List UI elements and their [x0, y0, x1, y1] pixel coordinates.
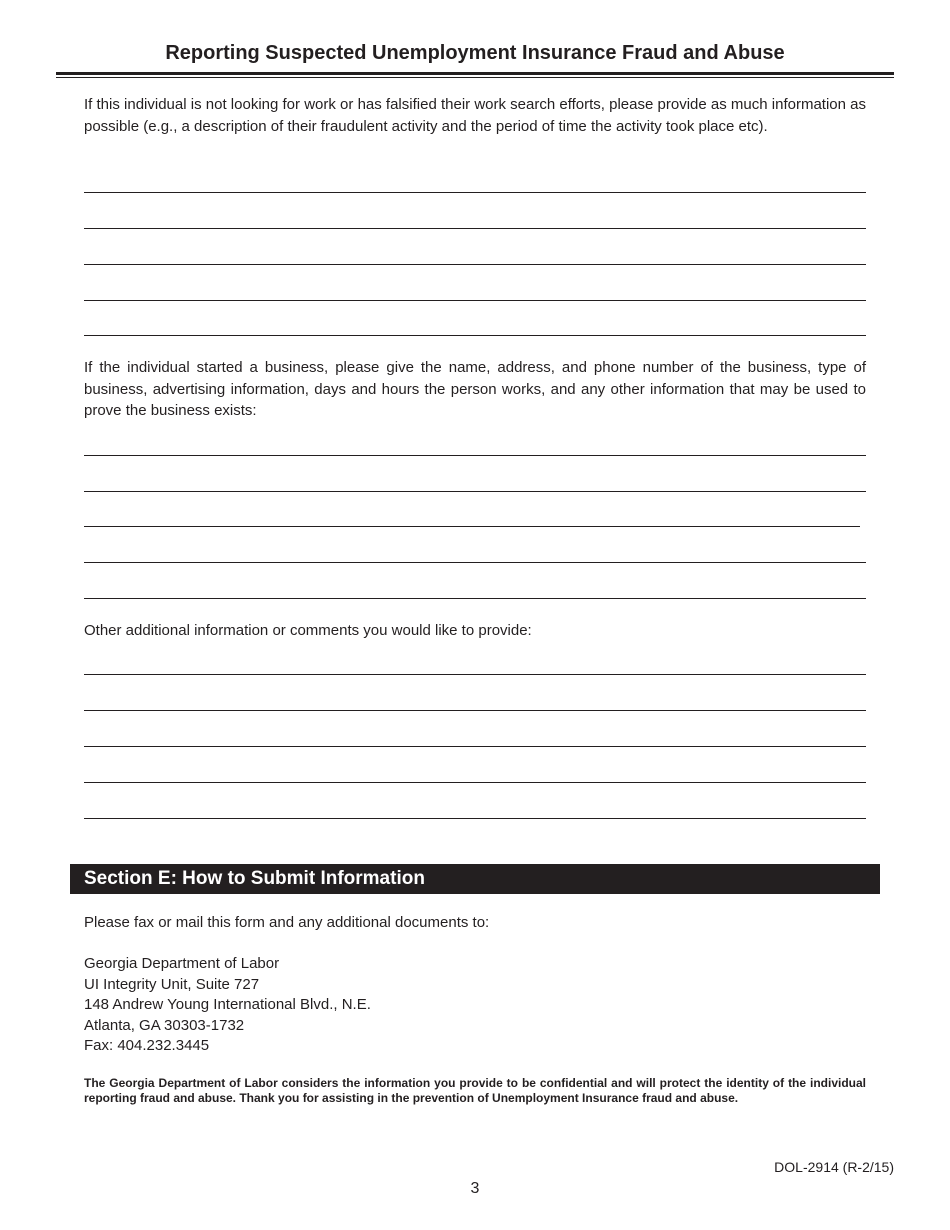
submit-instruction: Please fax or mail this form and any additional documents to:	[84, 914, 490, 931]
business-answer-line-2[interactable]	[84, 491, 866, 492]
additional-answer-line-2[interactable]	[84, 710, 866, 711]
section-e-header	[70, 864, 880, 894]
additional-answer-line-4[interactable]	[84, 782, 866, 783]
header-rule-thin	[56, 77, 894, 78]
work-search-answer-line-2[interactable]	[84, 228, 866, 229]
work-search-answer-line-4[interactable]	[84, 300, 866, 301]
additional-answer-line-1[interactable]	[84, 674, 866, 675]
form-number: DOL-2914 (R-2/15)	[774, 1159, 894, 1175]
section-e-title: Section E: How to Submit Information	[84, 868, 425, 889]
page-number: 3	[470, 1180, 480, 1197]
confidentiality-notice: The Georgia Department of Labor considers the information you provide to be confidential and will protect the identity of the individual reporting fraud and abuse. Thank you for assisting in the prevention of Unemployment Insurance fraud and abuse.	[84, 1076, 866, 1105]
work-search-answer-line-5[interactable]	[84, 335, 866, 336]
address-unit: UI Integrity Unit, Suite 727	[84, 975, 260, 993]
address-street: 148 Andrew Young International Blvd., N.E.	[84, 996, 371, 1013]
business-answer-line-4[interactable]	[84, 562, 866, 563]
address-fax: Fax: 404.232.3445	[84, 1037, 210, 1054]
work-search-prompt: If this individual is not looking for work or has falsified their work search efforts, please provide as much information as possible (e.g., a description of their fraudulent activity and the period of time the activity took place etc).	[84, 96, 866, 135]
work-search-answer-line-1[interactable]	[84, 192, 866, 193]
address-city-state-zip: Atlanta, GA 30303-1732	[84, 1016, 245, 1034]
business-answer-line-3[interactable]	[84, 526, 860, 527]
additional-answer-line-3[interactable]	[84, 746, 866, 747]
mailing-address	[84, 954, 866, 1057]
business-prompt: If the individual started a business, please give the name, address, and phone number of the business, type of business, advertising information, days and hours the person works, and any other information that may be used to prove the business exists:	[84, 359, 866, 419]
header-rule-thick	[56, 72, 894, 75]
business-answer-line-1[interactable]	[84, 455, 866, 456]
business-answer-line-5[interactable]	[84, 598, 866, 599]
address-organization: Georgia Department of Labor	[84, 955, 280, 972]
additional-answer-line-5[interactable]	[84, 818, 866, 819]
page-title: Reporting Suspected Unemployment Insurance Fraud and Abuse	[165, 42, 785, 64]
additional-comments-prompt: Other additional information or comments you would like to provide:	[84, 622, 532, 639]
work-search-answer-line-3[interactable]	[84, 264, 866, 265]
